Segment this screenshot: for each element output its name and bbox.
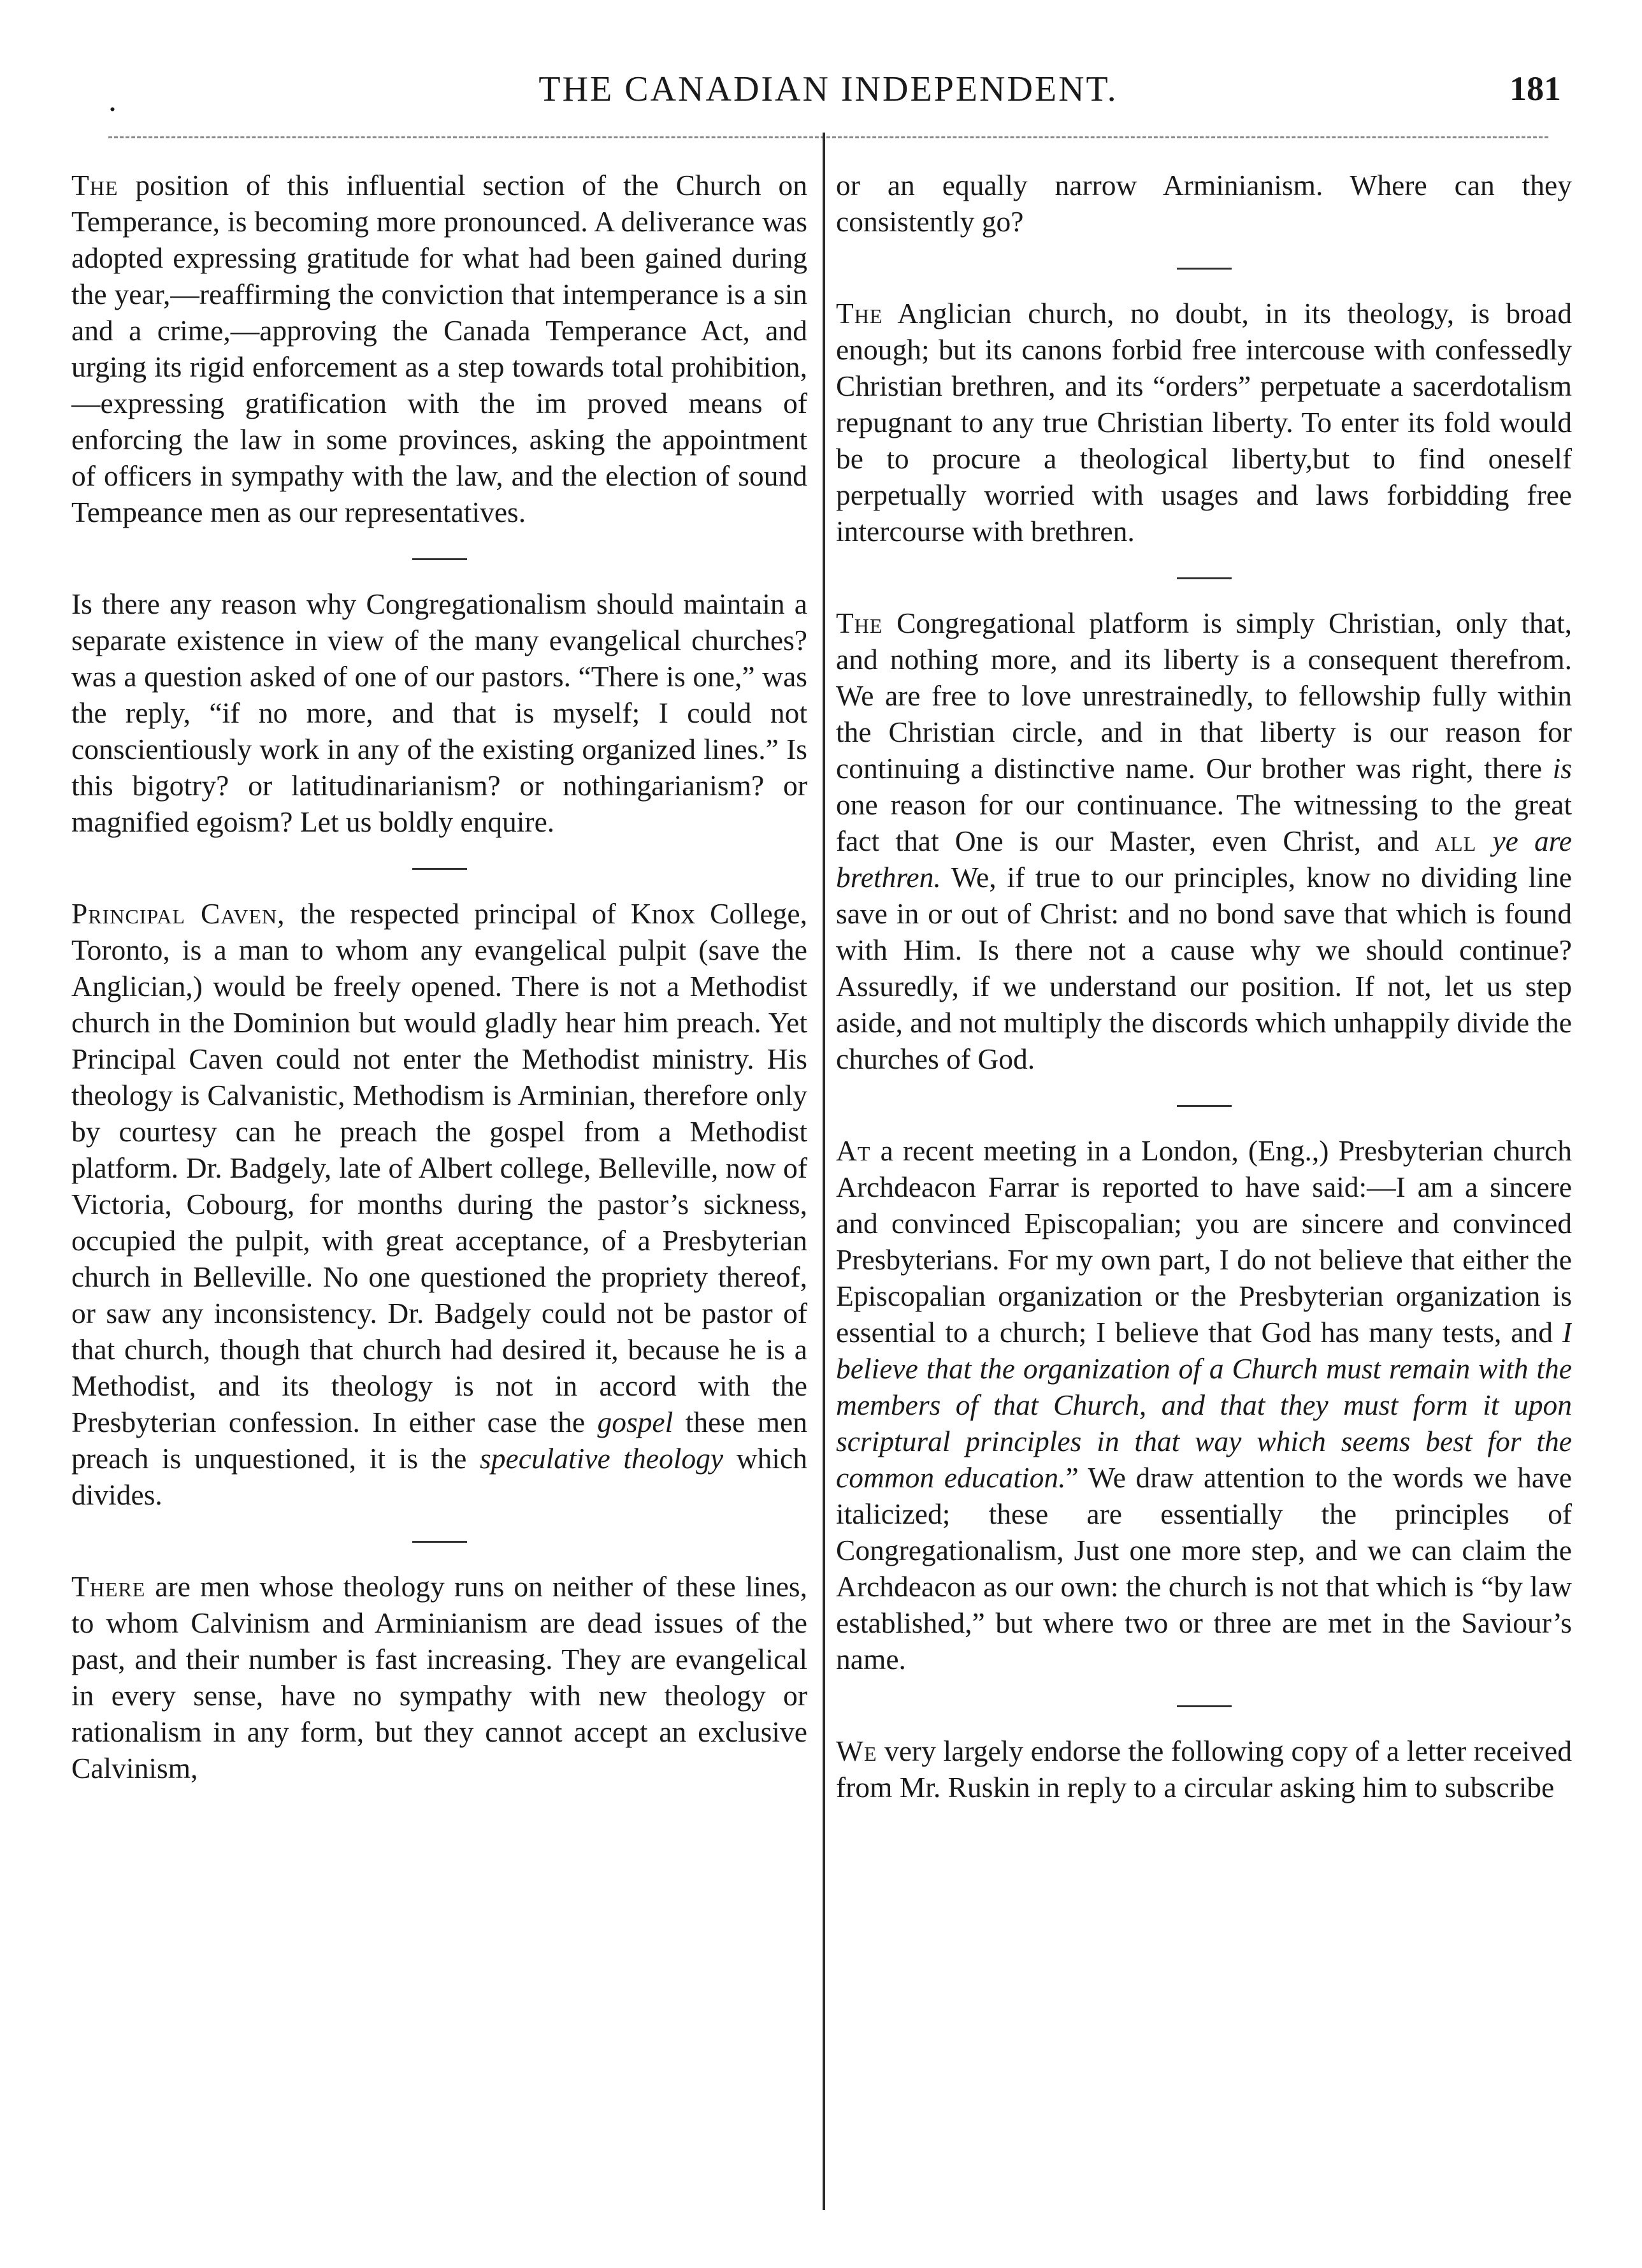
lead-word: The xyxy=(71,169,119,201)
paragraph-text: very largely endorse the following copy of a letter received from Mr. Ruskin in reply to a circular asking him to subscribe xyxy=(836,1735,1572,1803)
italic-is: is xyxy=(1552,752,1572,784)
lead-word: At xyxy=(836,1134,871,1167)
paragraph-text: one reason for our continuance. The witnessing to the great fact that One is our Master, even Christ, and xyxy=(836,788,1572,857)
paragraph-text: Congregational platform is simply Christian, only that, and nothing more, and its liberty is a consequent therefrom. We are free to love unrestrainedly, to fellowship fully within the Christian circle, and in that liberty is our reason for continuing a distinctive name. Our brother was right, there xyxy=(836,607,1572,784)
italic-speculative-theology: speculative theology xyxy=(480,1442,724,1475)
section-separator xyxy=(1177,268,1232,270)
paragraph-anglician-church xyxy=(836,295,1572,549)
paragraph-text: a recent meeting in a London, (Eng.,) Presbyterian church Archdeacon Farrar is reported to have said:—I am a sincere and convinced Episcopalian; you are sincere and convinced Presbyterians. For my own part, I do not believe that either the Episcopalian organization or the Presbyterian organization is essential to a church; I believe that God has many tests, and xyxy=(836,1134,1572,1348)
section-separator xyxy=(412,868,467,870)
paragraph-text: these men preach is unquestioned, it is the xyxy=(71,1406,807,1475)
lead-word: Principal Caven, xyxy=(71,897,285,930)
paragraph-text: Is there any reason why Congregationalism should maintain a separate existence in view of the many evangelical churches? was a question asked of one of our pastors. “There is one,” was the reply, “if no more, and that is myself; I could not conscientiously work in any of the existing organized lines.” Is this bigotry? or latitudinarianism? or nothingarianism? or magnified egoism? Let us boldly enquire. xyxy=(71,588,807,838)
section-separator xyxy=(412,558,467,560)
smallcaps-all: all xyxy=(1435,825,1477,857)
paragraph-archdeacon-farrar xyxy=(836,1132,1572,1677)
italic-gospel: gospel xyxy=(597,1406,673,1438)
column-divider xyxy=(823,133,825,2210)
italic-ye-are-brethren: ye are brethren. xyxy=(836,825,1572,893)
page-header xyxy=(96,69,1561,120)
paragraph-text: are men whose theology runs on neither of these lines, to whom Calvinism and Arminianism are dead issues of the past, and their number is fast increasing. They are evangelical in every sense, have no sympathy with new theology or rationalism in any form, but they cannot accept an exclusive Calvinism, xyxy=(71,1570,807,1784)
paragraph-text: position of this influential section of the Church on Temperance, is becoming more pronounced. A deliverance was adopted expressing gratitude for what had been gained during the year,—reaffirming the conviction that intemperance is a sin and a crime,—approving the Canada Temperance Act, and urging its rigid enforcement as a step towards total prohibition,—expressing gratification with the im proved means of enforcing the law in some provinces, asking the appointment of officers in sympathy with the law, and the election of sound Tempeance men as our representatives. xyxy=(71,169,807,528)
header-rule xyxy=(108,136,1548,138)
section-separator xyxy=(1177,1705,1232,1707)
paragraph-congregational-platform xyxy=(836,605,1572,1077)
section-separator xyxy=(1177,1105,1232,1107)
paragraph-text: which divides. xyxy=(71,1442,807,1511)
lead-word: The xyxy=(836,607,883,639)
paragraph-theology-lines xyxy=(71,1568,807,1786)
paragraph-text: the respected principal of Knox College, Toronto, is a man to whom any evangelical pulpit (save the Anglician,) would be freely opened. There is not a Methodist church in the Dominion but would gladly hear him preach. Yet Principal Caven could not enter the Methodist ministry. His theology is Calvanistic, Methodism is Arminian, therefore only by courtesy can he preach the gospel from a Methodist platform. Dr. Badgely, late of Albert college, Belleville, now of Victoria, Cobourg, for months during the pastor’s sickness, occupied the pulpit, with great acceptance, of a Presbyterian church in Belleville. No one questioned the propriety thereof, or saw any inconsistency. Dr. Badgely could not be pastor of that church, though that church had desired it, because he is a Methodist, and its theology is not in accord with the Presbyterian confession. In either case the xyxy=(71,897,807,1438)
right-column xyxy=(836,167,1572,2206)
paragraph-text: We, if true to our principles, know no dividing line save in or out of Christ: and no bond save that which is found with Him. Is there not a cause why we should continue? Assuredly, if we understand our position. If not, let us step aside, and not multiply the discords which unhappily divide the churches of God. xyxy=(836,861,1572,1075)
italic-quotation: I believe that the organization of a Church must remain with the members of that Church, and that they must form it upon scriptural principles in that way which seems best for the common education. xyxy=(836,1316,1572,1494)
lead-word: There xyxy=(71,1570,146,1603)
paragraph-congregationalism-question xyxy=(71,586,807,840)
section-separator xyxy=(1177,577,1232,579)
running-title: THE CANADIAN INDEPENDENT. xyxy=(538,69,1118,109)
paragraph-ruskin-letter xyxy=(836,1733,1572,1805)
paragraph-principal-caven xyxy=(71,895,807,1513)
left-column xyxy=(71,167,807,2206)
header-dot: . xyxy=(108,82,117,119)
section-separator xyxy=(412,1541,467,1543)
paragraph-continuation xyxy=(836,167,1572,240)
paragraph-text: or an equally narrow Arminianism. Where can they consistently go? xyxy=(836,169,1572,238)
paragraph-temperance xyxy=(71,167,807,530)
page-number: 181 xyxy=(1509,69,1561,108)
lead-word: We xyxy=(836,1735,877,1767)
paragraph-text: ” We draw attention to the words we have italicized; these are essentially the principles of Congregationalism, Just one more step, and we can claim the Archdeacon as our own: the church is not that which is “by law established,” but where two or three are met in the Saviour’s name. xyxy=(836,1461,1572,1675)
paragraph-text: Anglician church, no doubt, in its theology, is broad enough; but its canons forbid free intercouse with confessedly Christian brethren, and its “orders” perpetuate a sacerdotalism repugnant to any true Christian liberty. To enter its fold would be to procure a theological liberty,but to find oneself perpetually worried with usages and laws forbidding free intercourse with brethren. xyxy=(836,297,1572,547)
lead-word: The xyxy=(836,297,883,329)
